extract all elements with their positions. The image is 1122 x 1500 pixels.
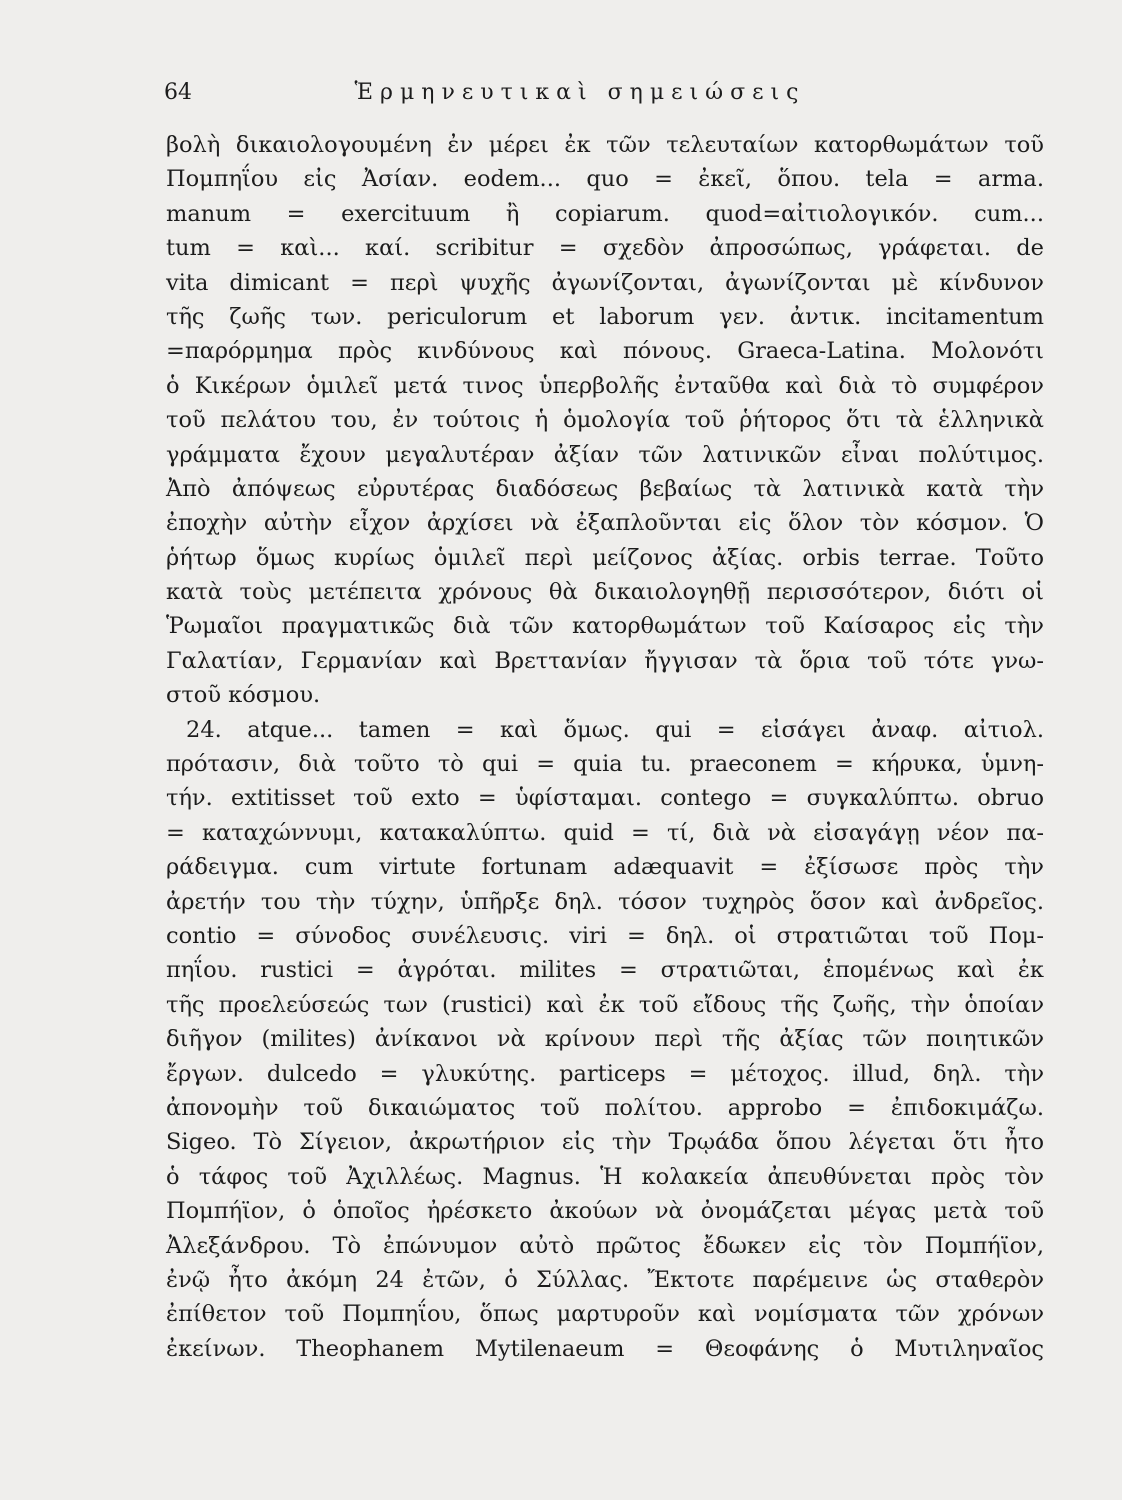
text-line: contio = σύνοδος συνέλευσις. viri = δηλ. οἱ στρατιῶται τοῦ Πομ- <box>166 922 1044 949</box>
text-line: Πομπηΐου εἰς Ἀσίαν. eodem... quo = ἐκεῖ, ὅπου. tela = arma. <box>166 166 1044 193</box>
text-line: τῆς ζωῆς των. periculorum et laborum γεν. ἀντικ. incitamentum <box>166 303 1044 330</box>
text-line: ἐνῷ ἦτο ἀκόμη 24 ἐτῶν, ὁ Σύλλας. Ἔκτοτε παρέμεινε ὡς σταθερὸν <box>166 1266 1044 1293</box>
text-line: ἔργων. dulcedo = γλυκύτης. particeps = μέτοχος. illud, δηλ. τὴν <box>166 1060 1044 1087</box>
text-line: πρότασιν, διὰ τοῦτο τὸ qui = quia tu. praeconem = κήρυκα, ὑμνη- <box>166 751 1044 778</box>
page-header <box>160 76 970 116</box>
text-line: ὁ τάφος τοῦ Ἀχιλλέως. Magnus. Ἡ κολακεία ἀπευθύνεται πρὸς τὸν <box>166 1163 1044 1190</box>
text-line: =παρόρμημα πρὸς κινδύνους καὶ πόνους. Graeca-Latina. Μολονότι <box>166 338 1044 365</box>
text-line: γράμματα ἔχουν μεγαλυτέραν ἀξίαν τῶν λατινικῶν εἶναι πολύτιμος. <box>166 441 1044 468</box>
text-line: Πομπήϊον, ὁ ὁποῖος ἠρέσκετο ἀκούων νὰ ὀνομάζεται μέγας μετὰ τοῦ <box>166 1198 1044 1225</box>
text-line: tum = καὶ... καί. scribitur = σχεδὸν ἀπροσώπως, γράφεται. de <box>166 235 1044 262</box>
text-line: Sigeo. Τὸ Σίγειον, ἀκρωτήριον εἰς τὴν Τρῳάδα ὅπου λέγεται ὅτι ἦτο <box>166 1129 1044 1156</box>
page-number: 64 <box>164 80 192 105</box>
text-line: τήν. extitisset τοῦ exto = ὑφίσταμαι. contego = συγκαλύπτω. obruo <box>166 785 1044 812</box>
text-line: διῆγον (milites) ἀνίκανοι νὰ κρίνουν περὶ τῆς ἀξίας τῶν ποιητικῶν <box>166 1026 1044 1053</box>
text-line: ὁ Κικέρων ὁμιλεῖ μετά τινος ὑπερβολῆς ἐνταῦθα καὶ διὰ τὸ συμφέρον <box>166 372 1044 399</box>
text-line: Ἀλεξάνδρου. Τὸ ἐπώνυμον αὐτὸ πρῶτος ἔδωκεν εἰς τὸν Πομπήϊον, <box>166 1232 1044 1259</box>
text-line: ἐκείνων. Theophanem Mytilenaeum = Θεοφάνης ὁ Μυτιληναῖος <box>166 1335 1044 1362</box>
text-line: τοῦ πελάτου του, ἐν τούτοις ἡ ὁμολογία τοῦ ῥήτορος ὅτι τὰ ἑλληνικὰ <box>166 407 1044 434</box>
body-text <box>166 128 1044 1366</box>
text-line: ῥήτωρ ὅμως κυρίως ὁμιλεῖ περὶ μείζονος ἀξίας. orbis terrae. Τοῦτο <box>166 544 1044 571</box>
text-line: = καταχώννυμι, κατακαλύπτω. quid = τί, διὰ νὰ εἰσαγάγῃ νέον πα- <box>166 819 1044 846</box>
text-line: ἐπίθετον τοῦ Πομπηΐου, ὅπως μαρτυροῦν καὶ νομίσματα τῶν χρόνων <box>166 1301 1044 1328</box>
text-line: Ῥωμαῖοι πραγματικῶς διὰ τῶν κατορθωμάτων τοῦ Καίσαρος εἰς τὴν <box>166 613 1044 640</box>
text-line: κατὰ τοὺς μετέπειτα χρόνους θὰ δικαιολογηθῇ περισσότερον, διότι οἱ <box>166 579 1044 606</box>
text-line: ἐποχὴν αὐτὴν εἶχον ἀρχίσει νὰ ἐξαπλοῦνται εἰς ὅλον τὸν κόσμον. Ὁ <box>166 510 1044 537</box>
text-line: τῆς προελεύσεώς των (rustici) καὶ ἐκ τοῦ εἴδους τῆς ζωῆς, τὴν ὁποίαν <box>166 991 1044 1018</box>
running-title: Ἑρμηνευτικαὶ σημειώσεις <box>354 80 806 105</box>
text-line: vita dimicant = περὶ ψυχῆς ἀγωνίζονται, ἀγωνίζονται μὲ κίνδυνον <box>166 269 1044 296</box>
text-line: ἀπονομὴν τοῦ δικαιώματος τοῦ πολίτου. approbo = ἐπιδοκιμάζω. <box>166 1094 1044 1121</box>
text-line: ἀρετήν του τὴν τύχην, ὑπῆρξε δηλ. τόσον τυχηρὸς ὅσον καὶ ἀνδρεῖος. <box>166 888 1044 915</box>
text-line: Ἀπὸ ἀπόψεως εὐρυτέρας διαδόσεως βεβαίως τὰ λατινικὰ κατὰ τὴν <box>166 475 1044 502</box>
text-line: ράδειγμα. cum virtute fortunam adæquavit = ἐξίσωσε πρὸς τὴν <box>166 854 1044 881</box>
text-line: βολὴ δικαιολογουμένη ἐν μέρει ἐκ τῶν τελευταίων κατορθωμάτων τοῦ <box>166 132 1044 158</box>
text-line: manum = exercituum ἢ copiarum. quod=αἰτιολογικόν. cum... <box>166 200 1044 227</box>
text-line: Γαλατίαν, Γερμανίαν καὶ Βρεττανίαν ἤγγισαν τὰ ὅρια τοῦ τότε γνω- <box>166 647 1044 674</box>
text-line: πηΐου. rustici = ἀγρόται. milites = στρατιῶται, ἑπομένως καὶ ἐκ <box>166 957 1044 984</box>
text-line: 24. atque... tamen = καὶ ὅμως. qui = εἰσάγει ἀναφ. αἰτιολ. <box>186 716 1044 743</box>
text-line: στοῦ κόσμου. <box>166 682 321 709</box>
